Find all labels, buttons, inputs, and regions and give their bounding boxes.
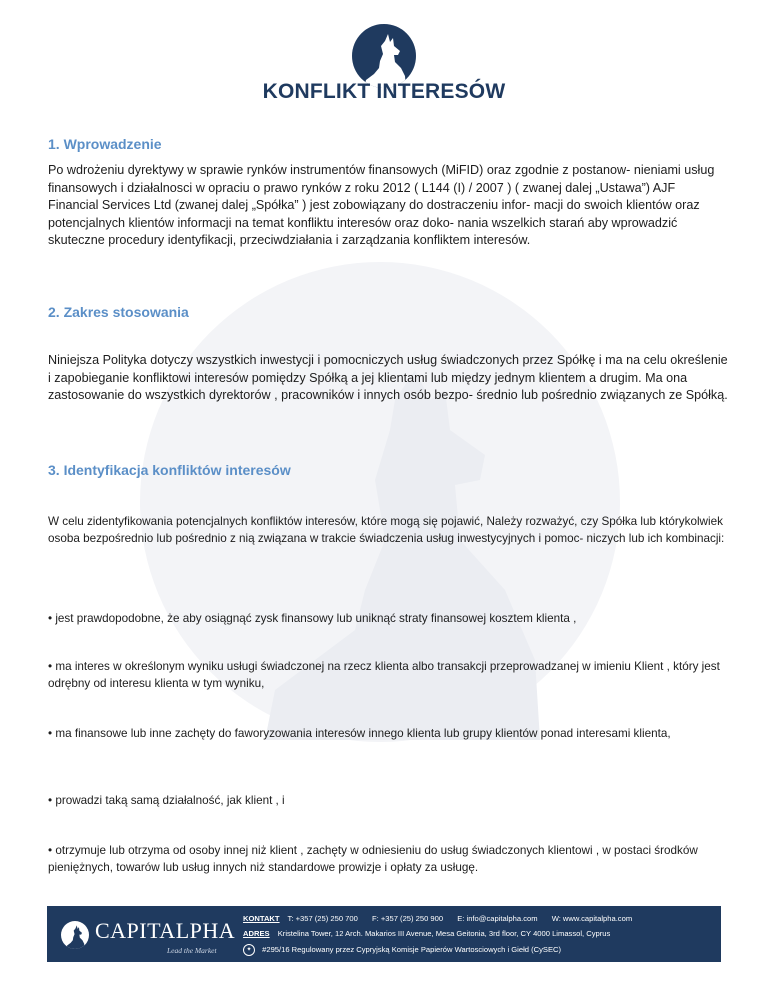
- footer-address: Kristelina Tower, 12 Arch. Makarios III Avenue, Mesa Geitonia, 3rd floor, CY 4000 Limassol, Cyprus: [277, 929, 611, 938]
- section-paragraph: W celu zidentyfikowania potencjalnych konfliktów interesów, które mogą się pojawić, Należy rozważyć, czy Spółka lub którykolwiek osoba bezpośrednio lub pośrednio z nią związana w trakcie świadczenia usług inwestycyjnych i pomoc- niczych lub ich kombinacji:: [48, 515, 725, 545]
- wolf-logo-icon: [61, 921, 89, 949]
- section-heading: 3. Identyfikacja konfliktów interesów: [48, 462, 291, 478]
- list-item: • ma finansowe lub inne zachęty do faworyzowania interesów innego klienta lub grupy klientów ponad interesami klienta,: [48, 727, 671, 740]
- section-paragraph: Po wdrożeniu dyrektywy w sprawie rynków instrumentów finansowych (MiFID) oraz zgodnie z postanow- nieniami usług finansowych i działalnosci w opraciu o prawo rynków z roku 2012 ( L144 (I) / 2007 ) ( zwanej dalej „Ustawa”) AJF Financial Services Ltd (zwanej dalej „Spółka” ) jest zobowiązany do dostraczeniu infor- macji do swoich klientów oraz potencjalnych klientów informacji na temat konfliktu interesów oraz doko- nania wszelkich starań aby wprowadzić skuteczne procedury identyfikacji, przeciwdziałania i zarządzania konfliktem interesów.: [48, 163, 715, 247]
- footer: [47, 906, 721, 962]
- section-heading: 1. Wprowadzenie: [48, 136, 162, 152]
- page-title: KONFLIKT INTERESÓW: [262, 80, 506, 103]
- footer-license: #295/16 Regulowany przez Cypryjską Komisje Papierów Wartosciowych i Giełd (CySEC): [262, 945, 562, 954]
- section-heading: 2. Zakres stosowania: [48, 304, 189, 320]
- footer-contact-line: [243, 914, 632, 923]
- list-item: • prowadzi taką samą działalność, jak klient , i: [48, 794, 285, 807]
- footer-address-line: [243, 929, 610, 938]
- footer-fax: F: +357 (25) 250 900: [371, 914, 444, 923]
- list-item: • otrzymuje lub otrzyma od osoby innej niż klient , zachęty w odniesieniu do usług świadczonych klientowi , w postaci środków pieniężnych, towarów lub usług innych niż standardowe prowizje i opłaty za usługę.: [48, 844, 698, 874]
- footer-phone: T: +357 (25) 250 700: [287, 914, 358, 923]
- footer-brand: CAPITALPHA: [95, 918, 236, 943]
- seal-icon: ✦: [243, 944, 255, 956]
- list-item: • jest prawdopodobne, że aby osiągnąć zysk finansowy lub uniknąć straty finansowej kosztem klienta ,: [48, 612, 577, 625]
- footer-email: E: info@capitalpha.com: [457, 914, 538, 923]
- footer-web[interactable]: W: www.capitalpha.com: [551, 914, 633, 923]
- wolf-logo-icon: [352, 24, 416, 88]
- footer-kontakt-label: KONTAKT: [243, 914, 280, 923]
- section-paragraph: Niniejsza Polityka dotyczy wszystkich inwestycji i pomocniczych usług świadczonych przez Spółkę i ma na celu określenie i zapobieganie konfliktowi interesów pomiędzy Spółką a jej klientami lub między jednym klientem a drugim. Ma ona zastosowanie do wszystkich dyrektorów , pracowników i innych osób bezpo- średnio lub pośrednio związanych ze Spółką.: [48, 353, 728, 402]
- list-item: • ma interes w określonym wyniku usługi świadczonej na rzecz klienta albo transakcji przeprowadzanej w imieniu Klient , który jest odrębny od interesu klienta w tym wyniku,: [48, 660, 720, 690]
- footer-adres-label: ADRES: [243, 929, 270, 938]
- footer-tagline: Lead the Market: [167, 946, 217, 955]
- footer-license-line: [243, 944, 561, 956]
